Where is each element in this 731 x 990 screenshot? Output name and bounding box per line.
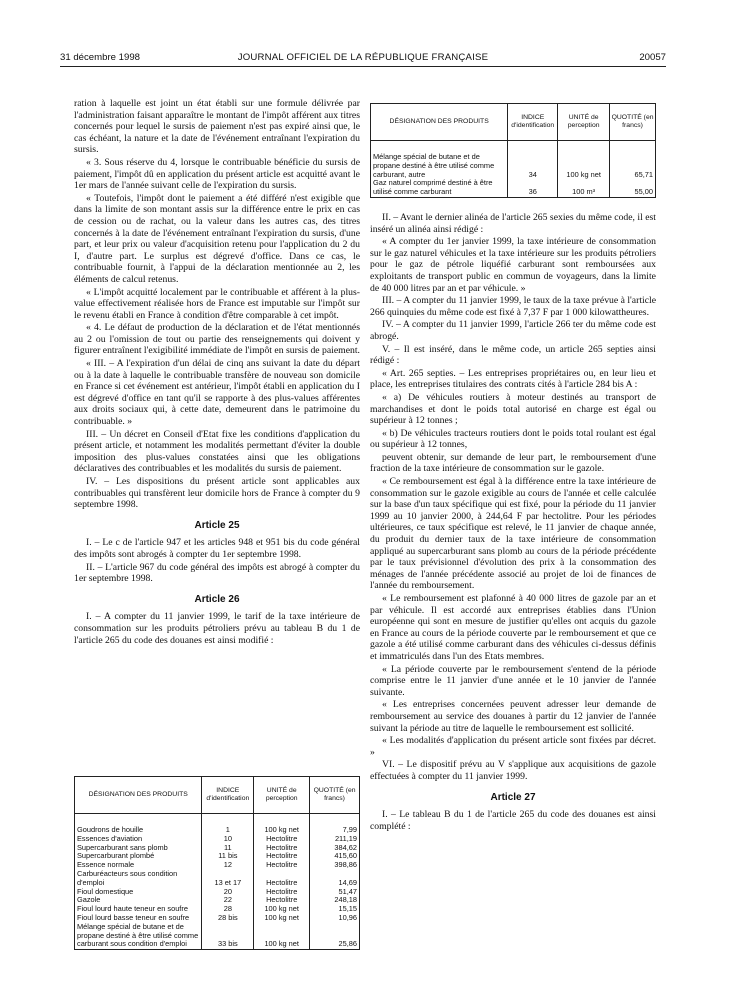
paragraph: « a) De véhicules routiers à moteur destinés au transport de marchandises et dont le poids total autorisé en charge est égal ou supérieur à 12 tonnes ; xyxy=(370,391,656,427)
right-column xyxy=(370,212,656,833)
table-row xyxy=(75,923,360,950)
paragraph: « L'impôt acquitté localement par le contribuable et afférent à la plus-value effectivement réalisée hors de France est imputable sur l'impôt sur le revenu établi en France à condition d'être comparable à cet impôt. xyxy=(74,286,360,321)
article-25-title: Article 25 xyxy=(194,519,240,531)
quotite-cell: 415,60 xyxy=(310,852,360,861)
indice-cell: 20 xyxy=(202,888,254,897)
issue-date: 31 décembre 1998 xyxy=(60,52,141,63)
paragraph: « Les entreprises concernées peuvent adresser leur demande de remboursement au service des douanes à partir du 12 janvier de l'année suivant la période au titre de laquelle le remboursement est sollicité. xyxy=(370,699,656,734)
paragraph: « Ce remboursement est égal à la différence entre la taxe intérieure de consommation sur le gazole exigible au cours de l'année et celle calculée sur la base d'un taux spécifique qui est fixé, pour la période du 11 janvier 1999 au 10 janvier 2000, à 244,64 F par hectolitre. Pour les périodes ultérieures, ce taux spécifique est relevé, le 11 janvier de chaque année, du produit du dernier taux de la taxe intérieure de consommation appliqué au supercarburant sans plomb au cours de la période précédente par le taux prévisionnel d'évolution des prix à la consommation des ménages de l'année précédente associé au projet de loi de finances de l'année du remboursement. xyxy=(370,476,656,592)
left-column xyxy=(74,98,360,647)
product-name: Essences d'aviation xyxy=(75,835,202,844)
col-header-quotite: QUOTITÉ (en francs) xyxy=(610,104,656,141)
indice-cell: 11 xyxy=(202,844,254,853)
quotite-cell: 55,00 xyxy=(610,179,656,197)
product-name: Gazole xyxy=(75,896,202,905)
paragraph: I. – Le tableau B du 1 de l'article 265 du code des douanes est ainsi complété : xyxy=(370,809,656,832)
quotite-cell: 65,71 xyxy=(610,153,656,179)
unite-cell: Hectolitre xyxy=(254,896,310,905)
indice-cell: 10 xyxy=(202,835,254,844)
paragraph: « La période couverte par le remboursement s'entend de la période comprise entre le 11 janvier d'une année et le 10 janvier de l'année suivante. xyxy=(370,663,656,698)
product-name: Gaz naturel comprimé destiné à être utilisé comme carburant xyxy=(371,179,508,197)
quotite-cell: 15,15 xyxy=(310,905,360,914)
unite-cell: 100 kg net xyxy=(254,826,310,835)
indice-cell: 28 xyxy=(202,905,254,914)
unite-cell: 100 kg net xyxy=(254,905,310,914)
col-header-designation: DÉSIGNATION DES PRODUITS xyxy=(371,104,508,141)
tax-table-tarif xyxy=(74,776,360,950)
paragraph: IV. – A compter du 11 janvier 1999, l'article 266 ter du même code est abrogé. xyxy=(370,319,656,342)
col-header-indice: INDICE d'identification xyxy=(202,777,254,814)
unite-cell: Hectolitre xyxy=(254,835,310,844)
paragraph: IV. – Les dispositions du présent article sont applicables aux contribuables qui transfèrent leur domicile hors de France à compter du 9 septembre 1998. xyxy=(74,476,360,511)
quotite-cell: 211,19 xyxy=(310,835,360,844)
quotite-cell: 51,47 xyxy=(310,888,360,897)
paragraph: « Art. 265 septies. – Les entreprises propriétaires ou, en leur lieu et place, les entreprises titulaires des contrats cités à l'article 284 bis A : xyxy=(370,367,656,391)
indice-cell: 12 xyxy=(202,861,254,870)
quotite-cell: 14,69 xyxy=(310,870,360,888)
paragraph: II. – L'article 967 du code général des impôts est abrogé à compter du 1er septembre 1998. xyxy=(74,561,360,585)
paragraph: II. – Avant le dernier alinéa de l'article 265 sexies du même code, il est inséré un alinéa ainsi rédigé : xyxy=(370,212,656,235)
indice-cell: 34 xyxy=(508,153,558,179)
table-row xyxy=(75,888,360,897)
indice-cell: 33 bis xyxy=(202,923,254,950)
product-name: Essence normale xyxy=(75,861,202,870)
col-header-designation: DÉSIGNATION DES PRODUITS xyxy=(75,777,202,814)
col-header-indice: INDICE d'identification xyxy=(508,104,558,141)
paragraph: « III. – A l'expiration d'un délai de cinq ans suivant la date du départ ou à la date à laquelle le contribuable transfère de nouveau son domicile en France si cet événement est antérieur, l'impôt établi en application du I est dégrevé d'office en tant qu'il se rapporte à des plus-values afférentes aux droits sociaux qui, à cette date, demeurent dans le patrimoine du contribuable. » xyxy=(74,358,360,428)
article-26-title: Article 26 xyxy=(194,593,240,605)
indice-cell: 1 xyxy=(202,826,254,835)
quotite-cell: 248,18 xyxy=(310,896,360,905)
paragraph: « 4. Le défaut de production de la déclaration et de l'état mentionnés au 2 ou l'omission de tout ou partie des renseignements qui doivent y figurer entraînent l'exigibilité immédiate de l'impôt en sursis de paiement. xyxy=(74,322,360,357)
paragraph: ration à laquelle est joint un état établi sur une formule délivrée par l'administration faisant apparaître le montant de l'impôt afférent aux titres concernés pour lequel le sursis de paiement n'est pas expiré ainsi que, le cas échéant, la nature et la date de l'événement entraînant l'expiration du sursis. xyxy=(74,98,360,156)
page-header xyxy=(60,46,666,67)
paragraph: « Toutefois, l'impôt dont le paiement a été différé n'est exigible que dans la limite de son montant assis sur la différence entre le prix en cas de cession ou de rachat, ou la valeur dans les autres cas, des titres concernés à la date de l'événement entraînant l'expiration du sursis, d'une part, et leur prix ou valeur d'acquisition retenu pour l'application du 2 du I, d'autre part. Le surplus est dégrevé d'office. Dans ce cas, le contribuable fournit, à l'appui de la déclaration mentionnée au 2, les éléments de calcul retenus. xyxy=(74,192,360,285)
unite-cell: Hectolitre xyxy=(254,844,310,853)
product-name: Carburéacteurs sous condition d'emploi xyxy=(75,870,202,888)
unite-cell: Hectolitre xyxy=(254,852,310,861)
unite-cell: Hectolitre xyxy=(254,870,310,888)
quotite-cell: 384,62 xyxy=(310,844,360,853)
indice-cell: 28 bis xyxy=(202,914,254,923)
indice-cell: 22 xyxy=(202,896,254,905)
product-name: Mélange spécial de butane et de propane destiné à être utilisé comme carburant sous condition d'emploi xyxy=(75,923,202,950)
table-row xyxy=(371,153,656,179)
tax-table-continued xyxy=(370,103,656,198)
indice-cell: 13 et 17 xyxy=(202,870,254,888)
col-header-unite: UNITÉ de perception xyxy=(558,104,610,141)
indice-cell: 11 bis xyxy=(202,852,254,861)
paragraph: VI. – Le dispositif prévu au V s'applique aux acquisitions de gazole effectuées à compter du 11 janvier 1999. xyxy=(370,759,656,782)
paragraph: V. – Il est inséré, dans le même code, un article 265 septies ainsi rédigé : xyxy=(370,343,656,367)
paragraph: « Les modalités d'application du présent article sont fixées par décret. » xyxy=(370,735,656,758)
unite-cell: 100 kg net xyxy=(558,153,610,179)
quotite-cell: 7,99 xyxy=(310,826,360,835)
product-name: Fioul lourd haute teneur en soufre xyxy=(75,905,202,914)
product-name: Fioul domestique xyxy=(75,888,202,897)
product-name: Mélange spécial de butane et de propane destiné à être utilisé comme carburant, autre xyxy=(371,153,508,179)
paragraph: I. – A compter du 11 janvier 1999, le tarif de la taxe intérieure de consommation sur les produits pétroliers prévu au tableau B du 1 de l'article 265 du code des douanes est ainsi modifié : xyxy=(74,611,360,646)
table-row xyxy=(75,870,360,888)
quotite-cell: 10,96 xyxy=(310,914,360,923)
paragraph: I. – Le c de l'article 947 et les articles 948 et 951 bis du code général des impôts sont abrogés à compter du 1er septembre 1998. xyxy=(74,537,360,560)
paragraph: III. – A compter du 11 janvier 1999, le taux de la taxe prévue à l'article 266 quinquies du même code est fixé à 7,37 F par 1 000 kilowattheures. xyxy=(370,295,656,318)
page-number: 20057 xyxy=(639,52,666,63)
indice-cell: 36 xyxy=(508,179,558,197)
quotite-cell: 25,86 xyxy=(310,923,360,950)
journal-title: JOURNAL OFFICIEL DE LA RÉPUBLIQUE FRANÇAISE xyxy=(237,52,489,63)
paragraph: III. – Un décret en Conseil d'Etat fixe les conditions d'application du présent article, et notamment les modalités permettant d'éviter la double imposition des plus-values constatées ainsi que les obligations déclaratives des contribuables et les modalités du sursis de paiement. xyxy=(74,428,360,475)
unite-cell: 100 kg net xyxy=(254,923,310,950)
unite-cell: Hectolitre xyxy=(254,861,310,870)
unite-cell: 100 kg net xyxy=(254,914,310,923)
product-name: Supercarburant sans plomb xyxy=(75,844,202,853)
unite-cell: Hectolitre xyxy=(254,888,310,897)
col-header-quotite: QUOTITÉ (en francs) xyxy=(310,777,360,814)
product-name: Supercarburant plombé xyxy=(75,852,202,861)
product-name: Fioul lourd basse teneur en soufre xyxy=(75,914,202,923)
paragraph: « Le remboursement est plafonné à 40 000 litres de gazole par an et par véhicule. Il est accordé aux entreprises établies dans l'Union européenne qui sont en mesure de justifier qu'elles ont acquis du gazole en France au cours de la période couverte par le remboursement et que ce gazole a été utilisé comme carburant dans des véhicules ci-dessus définis et immatriculés dans l'un des Etats membres. xyxy=(370,593,656,662)
product-name: Goudrons de houille xyxy=(75,826,202,835)
paragraph: « 3. Sous réserve du 4, lorsque le contribuable bénéficie du sursis de paiement, l'impôt dû en application du présent article est acquitté avant le 1er mars de l'année suivant celle de l'expiration du sursis. xyxy=(74,156,360,192)
table-row xyxy=(371,179,656,197)
unite-cell: 100 m³ xyxy=(558,179,610,197)
paragraph: « b) De véhicules tracteurs routiers dont le poids total roulant est égal ou supérieur à 12 tonnes, xyxy=(370,427,656,451)
quotite-cell: 398,86 xyxy=(310,861,360,870)
paragraph: peuvent obtenir, sur demande de leur part, le remboursement d'une fraction de la taxe intérieure de consommation sur le gazole. xyxy=(370,451,656,475)
col-header-unite: UNITÉ de perception xyxy=(254,777,310,814)
article-27-title: Article 27 xyxy=(490,791,536,803)
paragraph: « A compter du 1er janvier 1999, la taxe intérieure de consommation sur le gaz naturel véhicules et la taxe intérieure sur les produits pétroliers pour le gaz de pétrole liquéfié carburant sont remboursées aux exploitants de transport public en commun de voyageurs, dans la limite de 40 000 litres par an et par véhicule. » xyxy=(370,236,656,294)
